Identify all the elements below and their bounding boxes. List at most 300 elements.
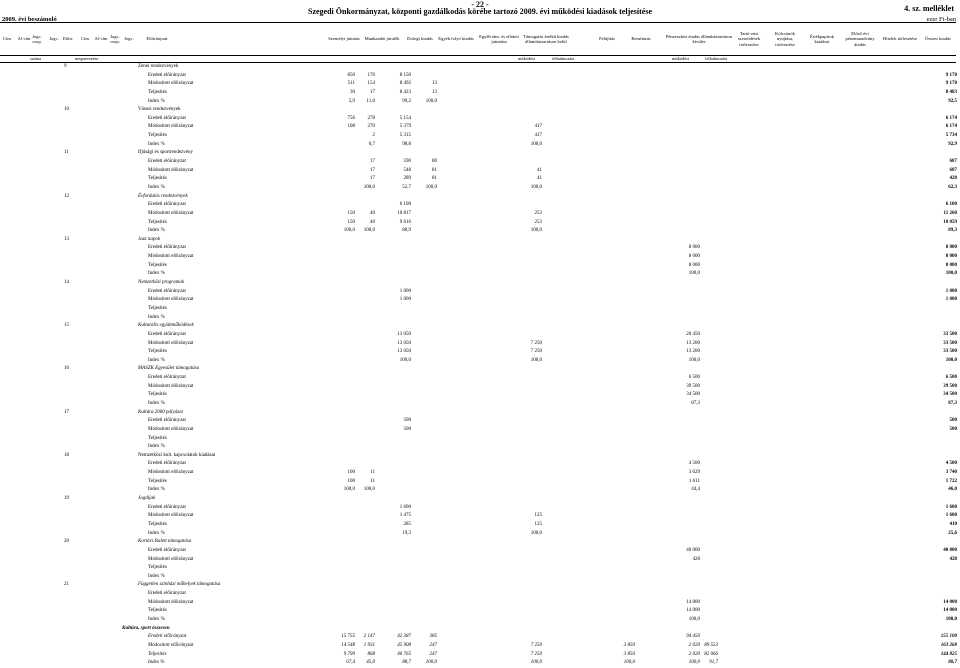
cell-value: 100,0	[945, 617, 957, 622]
cell-value: 89,3	[948, 228, 957, 234]
cell-value: 100,0	[530, 357, 542, 363]
cell-value: 39 500	[943, 383, 957, 389]
table-row	[0, 296, 960, 305]
table-row	[0, 590, 960, 599]
table-row	[0, 383, 960, 392]
column-header-row	[0, 22, 956, 56]
column-header: Értékpapírok kiadásai	[810, 33, 834, 44]
cell-value: 500	[949, 418, 957, 424]
cell-value: 87,3	[691, 400, 700, 406]
column-header: Kölcsönök nyújtása, törlesztése	[775, 31, 795, 47]
cell-value: 9 799	[343, 651, 355, 657]
cell-value: 13 050	[397, 349, 411, 355]
cell-value: 45 908	[397, 642, 411, 648]
row-label: Módosított előirányzat	[148, 556, 194, 562]
table-row	[0, 512, 960, 521]
row-label: Módosított előirányzat	[148, 642, 194, 648]
row-label: Módosított előirányzat	[148, 210, 194, 216]
cell-value: 89 553	[704, 642, 718, 648]
cell-value: 62,3	[948, 184, 957, 190]
cell-value: 3 850	[623, 651, 635, 657]
column-header: Al-cím	[94, 36, 108, 42]
cell-value: 20 450	[686, 331, 700, 337]
table-row	[0, 244, 960, 253]
cell-value: 5,9	[348, 98, 355, 104]
section-name: MASZK Egyesület támogatása	[138, 366, 200, 372]
row-number: 14	[64, 280, 69, 286]
column-header: Jogc.	[49, 36, 59, 42]
table-row	[0, 288, 960, 297]
cell-value: 417	[534, 133, 542, 139]
cell-value: 7 250	[530, 349, 542, 355]
row-number: 20	[64, 539, 69, 545]
cell-value: 5 734	[945, 133, 957, 139]
table-row	[0, 305, 960, 314]
cell-value: 13	[432, 81, 437, 87]
cell-value: 100,0	[623, 660, 635, 666]
cell-value: 33 500	[943, 340, 957, 346]
cell-value: 5 315	[399, 133, 411, 139]
table-row	[0, 478, 960, 487]
cell-value: 100,0	[363, 184, 375, 190]
cell-value: 150	[347, 210, 355, 216]
row-label: Index %	[148, 271, 165, 277]
column-header: Támogatás értékű kiadás államháztartáson belül	[523, 33, 569, 44]
table-row	[0, 495, 960, 504]
cell-value: 1 600	[399, 504, 411, 510]
cell-value: 98,8	[402, 141, 411, 147]
table-row	[0, 98, 960, 107]
cell-value: 756	[347, 115, 355, 121]
cell-value: 8 000	[945, 254, 957, 260]
cell-value: 92,9	[948, 141, 957, 147]
cell-value: 44,4	[691, 487, 700, 493]
table-row	[0, 175, 960, 184]
cell-value: 100,0	[425, 660, 437, 666]
column-header: Tartó-zási szerződések törlesztése	[737, 31, 761, 47]
cell-value: 868	[367, 651, 375, 657]
cell-value: 428	[949, 176, 957, 182]
cell-value: 40 765	[397, 651, 411, 657]
row-label: Módosított előirányzat	[148, 167, 194, 173]
cell-value: 88,9	[402, 228, 411, 234]
cell-value: 88,7	[402, 660, 411, 666]
cell-value: 2 147	[363, 634, 375, 640]
cell-value: 17	[370, 159, 375, 165]
cell-value: 9 170	[945, 72, 957, 78]
cell-value: 10 817	[397, 210, 411, 216]
cell-value: 3 629	[688, 470, 700, 476]
cell-value: 100,0	[530, 660, 542, 666]
table-row	[0, 391, 960, 400]
column-subheader-row	[0, 55, 956, 63]
table-body	[0, 63, 960, 668]
row-label: Eredeti előirányzat	[148, 418, 186, 424]
row-label: Módosított előirányzat	[148, 124, 194, 130]
cell-value: 11	[370, 470, 375, 476]
table-row	[0, 89, 960, 98]
cell-value: 1 000	[945, 297, 957, 303]
cell-value: 1 475	[399, 513, 411, 519]
cell-value: 13 200	[686, 340, 700, 346]
annex-label: 4. sz. melléklet	[904, 4, 954, 13]
cell-value: 13 050	[397, 331, 411, 337]
table-row	[0, 279, 960, 288]
cell-value: 80	[432, 159, 437, 165]
cell-value: 253	[534, 210, 542, 216]
table-row	[0, 443, 960, 452]
cell-value: 34 500	[686, 392, 700, 398]
cell-value: 417	[534, 124, 542, 130]
column-header: Pénzeszköz átadás államháztartáson kívülre	[665, 33, 733, 44]
cell-value: 100,0	[343, 487, 355, 493]
subhead-felhalmozasi-1: felhalmozási	[552, 56, 575, 61]
table-row	[0, 573, 960, 582]
cell-value: 92,5	[948, 98, 957, 104]
cell-value: 19,3	[402, 530, 411, 536]
cell-value: 687	[949, 167, 957, 173]
cell-value: 8 000	[688, 254, 700, 260]
subhead-mukodesi-2: működési	[672, 56, 690, 61]
page-title: Szegedi Önkormányzat, központi gazdálkodás körébe tartozó 2009. évi működési kiadások teljesítése	[308, 7, 652, 16]
row-label: Módosított előirányzat	[148, 340, 194, 346]
cell-value: 548	[403, 167, 411, 173]
column-header: Felújítás	[599, 36, 615, 42]
cell-value: 100,0	[425, 184, 437, 190]
table-row	[0, 607, 960, 616]
cell-value: 125	[534, 521, 542, 527]
row-label: Eredeti előirányzat	[148, 288, 186, 294]
table-row	[0, 374, 960, 383]
cell-value: 11,0	[366, 98, 375, 104]
table-row	[0, 184, 960, 193]
cell-value: 410	[949, 521, 957, 527]
table-row	[0, 409, 960, 418]
table-row	[0, 80, 960, 89]
table-row	[0, 538, 960, 547]
column-header: Beruházás	[631, 36, 651, 42]
column-header: Munkaadói járulék	[364, 36, 400, 42]
column-header: Jogc.	[124, 36, 134, 42]
table-row	[0, 556, 960, 565]
cell-value: 11	[370, 478, 375, 484]
section-name: Jogdíjak	[138, 496, 156, 502]
table-row	[0, 158, 960, 167]
cell-value: 7 250	[530, 642, 542, 648]
cell-value: 13 050	[397, 340, 411, 346]
column-header: Személyi juttatás	[328, 36, 360, 42]
table-row	[0, 547, 960, 556]
cell-value: 42 387	[397, 634, 411, 640]
row-number: 16	[64, 366, 69, 372]
row-label: Teljesítés	[148, 435, 167, 441]
table-row	[0, 314, 960, 323]
cell-value: 17	[370, 89, 375, 95]
table-row	[0, 521, 960, 530]
unit-label: ezer Ft-ban	[926, 16, 956, 23]
table-row	[0, 270, 960, 279]
cell-value: 1 000	[399, 297, 411, 303]
row-label: Teljesítés	[148, 89, 167, 95]
cell-value: 247	[429, 642, 437, 648]
cell-value: 6 500	[688, 375, 700, 381]
cell-value: 108	[347, 124, 355, 130]
row-label: Index %	[148, 184, 165, 190]
cell-value: 82 066	[704, 651, 718, 657]
row-label: Index %	[148, 444, 165, 450]
cell-value: 87,3	[948, 400, 957, 406]
row-label: Index %	[148, 573, 165, 579]
table-row	[0, 357, 960, 366]
cell-value: 144 825	[940, 651, 957, 657]
column-header: Összes kiadás	[925, 36, 951, 42]
column-header: Egyéb tám. és ellátott juttatása	[479, 33, 519, 44]
cell-value: 8 150	[399, 72, 411, 78]
table-row	[0, 167, 960, 176]
cell-value: 100,0	[399, 357, 411, 363]
cell-value: 155 100	[940, 634, 957, 640]
cell-value: 8 492	[399, 81, 411, 87]
cell-value: 428	[692, 556, 700, 562]
row-label: Index %	[148, 357, 165, 363]
cell-value: 253	[534, 219, 542, 225]
row-label: Index %	[148, 487, 165, 493]
table-row	[0, 262, 960, 271]
column-header: Cím	[81, 36, 89, 42]
row-label: Eredeti előirányzat	[148, 115, 186, 121]
cell-value: 7 250	[530, 651, 542, 657]
cell-value: 14 000	[943, 599, 957, 605]
cell-value: 100,0	[530, 228, 542, 234]
cell-value: 8 423	[399, 89, 411, 95]
cell-value: 13 200	[686, 349, 700, 355]
row-label: Teljesítés	[148, 219, 167, 225]
table-row	[0, 72, 960, 81]
table-row	[0, 227, 960, 236]
cell-value: 100,0	[945, 271, 957, 277]
row-label: Eredeti előirányzat	[148, 461, 186, 467]
table-row	[0, 564, 960, 573]
cell-value: 6 174	[945, 115, 957, 121]
row-label: Index %	[148, 530, 165, 536]
column-header: Előirányzat	[146, 36, 168, 42]
row-label: Index %	[148, 617, 165, 622]
table-row	[0, 469, 960, 478]
cell-value: 6 174	[945, 124, 957, 130]
cell-value: 13	[432, 89, 437, 95]
table-row	[0, 201, 960, 210]
cell-value: 100	[347, 478, 355, 484]
cell-value: 30	[350, 89, 355, 95]
cell-value: 500	[949, 426, 957, 432]
row-number: 15	[64, 323, 69, 329]
row-label: Módosított előirányzat	[148, 254, 194, 260]
cell-value: 67,4	[346, 660, 355, 666]
cell-value: 154	[367, 81, 375, 87]
table-row	[0, 63, 960, 72]
row-label: Eredeti előirányzat	[148, 331, 186, 337]
row-label: Teljesítés	[148, 305, 167, 311]
cell-value: 6 100	[945, 202, 957, 208]
cell-value: 1 931	[363, 642, 375, 648]
cell-value: 8 000	[688, 262, 700, 268]
cell-value: 511	[347, 81, 355, 87]
table-row	[0, 625, 960, 634]
cell-value: 17	[370, 176, 375, 182]
cell-value: 81	[432, 176, 437, 182]
section-name: Jazz napok	[138, 236, 161, 242]
row-label: Teljesítés	[148, 176, 167, 182]
table-row	[0, 141, 960, 150]
row-number: 13	[64, 236, 69, 242]
row-label: Index %	[148, 400, 165, 406]
row-label: Teljesítés	[148, 478, 167, 484]
cell-value: 100,0	[343, 228, 355, 234]
column-header: Jogc. csop.	[32, 33, 42, 44]
cell-value: 1 600	[945, 504, 957, 510]
cell-value: 278	[367, 115, 375, 121]
cell-value: 10 059	[943, 219, 957, 225]
table-row	[0, 348, 960, 357]
subhead-mukodesi-1: működési	[518, 56, 536, 61]
cell-value: 100,0	[363, 228, 375, 234]
table-row	[0, 417, 960, 426]
table-row	[0, 435, 960, 444]
row-label: Eredeti előirányzat	[148, 245, 186, 251]
subhead-szama: száma	[30, 56, 41, 61]
cell-value: 14 000	[943, 608, 957, 614]
section-name: Kortárs Balett támogatása	[138, 539, 192, 545]
table-row	[0, 149, 960, 158]
section-name: Ifjúsági és sportrendezvény	[138, 150, 193, 156]
row-label: Eredeti előirányzat	[148, 504, 186, 510]
column-header: Hitelek törlesztése	[882, 36, 918, 42]
row-label: Teljesítés	[148, 349, 167, 355]
table-row	[0, 236, 960, 245]
cell-value: 5 154	[399, 115, 411, 121]
cell-value: 850	[347, 72, 355, 78]
table-row	[0, 452, 960, 461]
cell-value: 88,7	[948, 660, 957, 666]
row-label: Eredeti előirányzat	[148, 159, 186, 165]
section-name: Zenei rendezvények	[138, 64, 179, 69]
cell-value: 40	[370, 210, 375, 216]
table-row	[0, 642, 960, 651]
cell-value: 94 450	[686, 634, 700, 640]
table-row	[0, 219, 960, 228]
cell-value: 41	[537, 167, 542, 173]
row-label: Teljesítés	[148, 521, 167, 527]
cell-value: 285	[403, 521, 411, 527]
cell-value: 5 379	[399, 124, 411, 130]
row-label: Módosított előirányzat	[148, 470, 194, 476]
table-row	[0, 530, 960, 539]
column-header: Előző évi pénzmaradvány átadás	[845, 31, 875, 47]
row-label: Módosított előirányzat	[148, 383, 194, 389]
cell-value: 14 000	[686, 608, 700, 614]
row-number: 9	[64, 64, 67, 69]
cell-value: 100,0	[530, 141, 542, 147]
cell-value: 100,0	[530, 184, 542, 190]
cell-value: 1 722	[945, 478, 957, 484]
row-label: Módosított előirányzat	[148, 426, 194, 432]
cell-value: 7 250	[530, 340, 542, 346]
row-label: Teljesítés	[148, 651, 167, 657]
table-row	[0, 616, 960, 625]
cell-value: 11 260	[943, 210, 957, 216]
table-row	[0, 253, 960, 262]
column-header: Előir.	[62, 36, 74, 42]
section-name: Független színházi műhelyek támogatása	[138, 582, 221, 588]
cell-value: 100,0	[530, 530, 542, 536]
cell-value: 8 483	[945, 89, 957, 95]
cell-value: 4 500	[688, 461, 700, 467]
table-row	[0, 365, 960, 374]
table-row	[0, 106, 960, 115]
total-label: Kultúra, sport összesen	[122, 625, 170, 631]
row-label: Eredeti előirányzat	[148, 375, 186, 381]
cell-value: 1 600	[945, 513, 957, 519]
cell-value: 33 500	[943, 349, 957, 355]
page-number: - 22 -	[471, 0, 489, 9]
table-row	[0, 659, 960, 668]
row-label: Teljesítés	[148, 608, 167, 614]
table-row	[0, 115, 960, 124]
cell-value: 100,0	[688, 357, 700, 363]
cell-value: 99,2	[402, 98, 411, 104]
cell-value: 270	[367, 124, 375, 130]
cell-value: 6 100	[399, 202, 411, 208]
row-label: Módosított előirányzat	[148, 297, 194, 303]
cell-value: 2	[372, 133, 375, 139]
cell-value: 100,0	[688, 660, 700, 666]
cell-value: 33 500	[943, 331, 957, 337]
table-row	[0, 123, 960, 132]
row-label: Módosított előirányzat	[148, 81, 194, 87]
cell-value: 289	[403, 176, 411, 182]
cell-value: 3 740	[945, 470, 957, 476]
table-row	[0, 400, 960, 409]
cell-value: 2 020	[688, 642, 700, 648]
row-label: Eredeti előirányzat	[148, 72, 186, 78]
row-label: Eredeti előirányzat	[148, 634, 187, 640]
row-number: 18	[64, 452, 69, 458]
cell-value: 52,7	[402, 184, 411, 190]
cell-value: 8 000	[945, 262, 957, 268]
row-label: Index %	[148, 98, 165, 104]
row-label: Eredeti előirányzat	[148, 591, 186, 597]
cell-value: 428	[949, 556, 957, 562]
cell-value: 17	[370, 167, 375, 173]
cell-value: 14 000	[686, 599, 700, 605]
column-header: Cím	[3, 36, 11, 42]
table-row	[0, 486, 960, 495]
cell-value: 41	[537, 176, 542, 182]
column-header: Jogc. csop.	[110, 33, 120, 44]
row-label: Index %	[148, 660, 165, 666]
section-name: Kultúra 2000 pályázat	[138, 409, 184, 415]
cell-value: 125	[534, 513, 542, 519]
cell-value: 163 268	[940, 642, 957, 648]
cell-value: 4 500	[945, 461, 957, 467]
cell-value: 8 000	[688, 245, 700, 251]
row-number: 21	[64, 582, 69, 588]
cell-value: 6 500	[945, 375, 957, 381]
table-row	[0, 340, 960, 349]
table-row	[0, 599, 960, 608]
row-label: Teljesítés	[148, 262, 167, 268]
table-row	[0, 633, 960, 642]
